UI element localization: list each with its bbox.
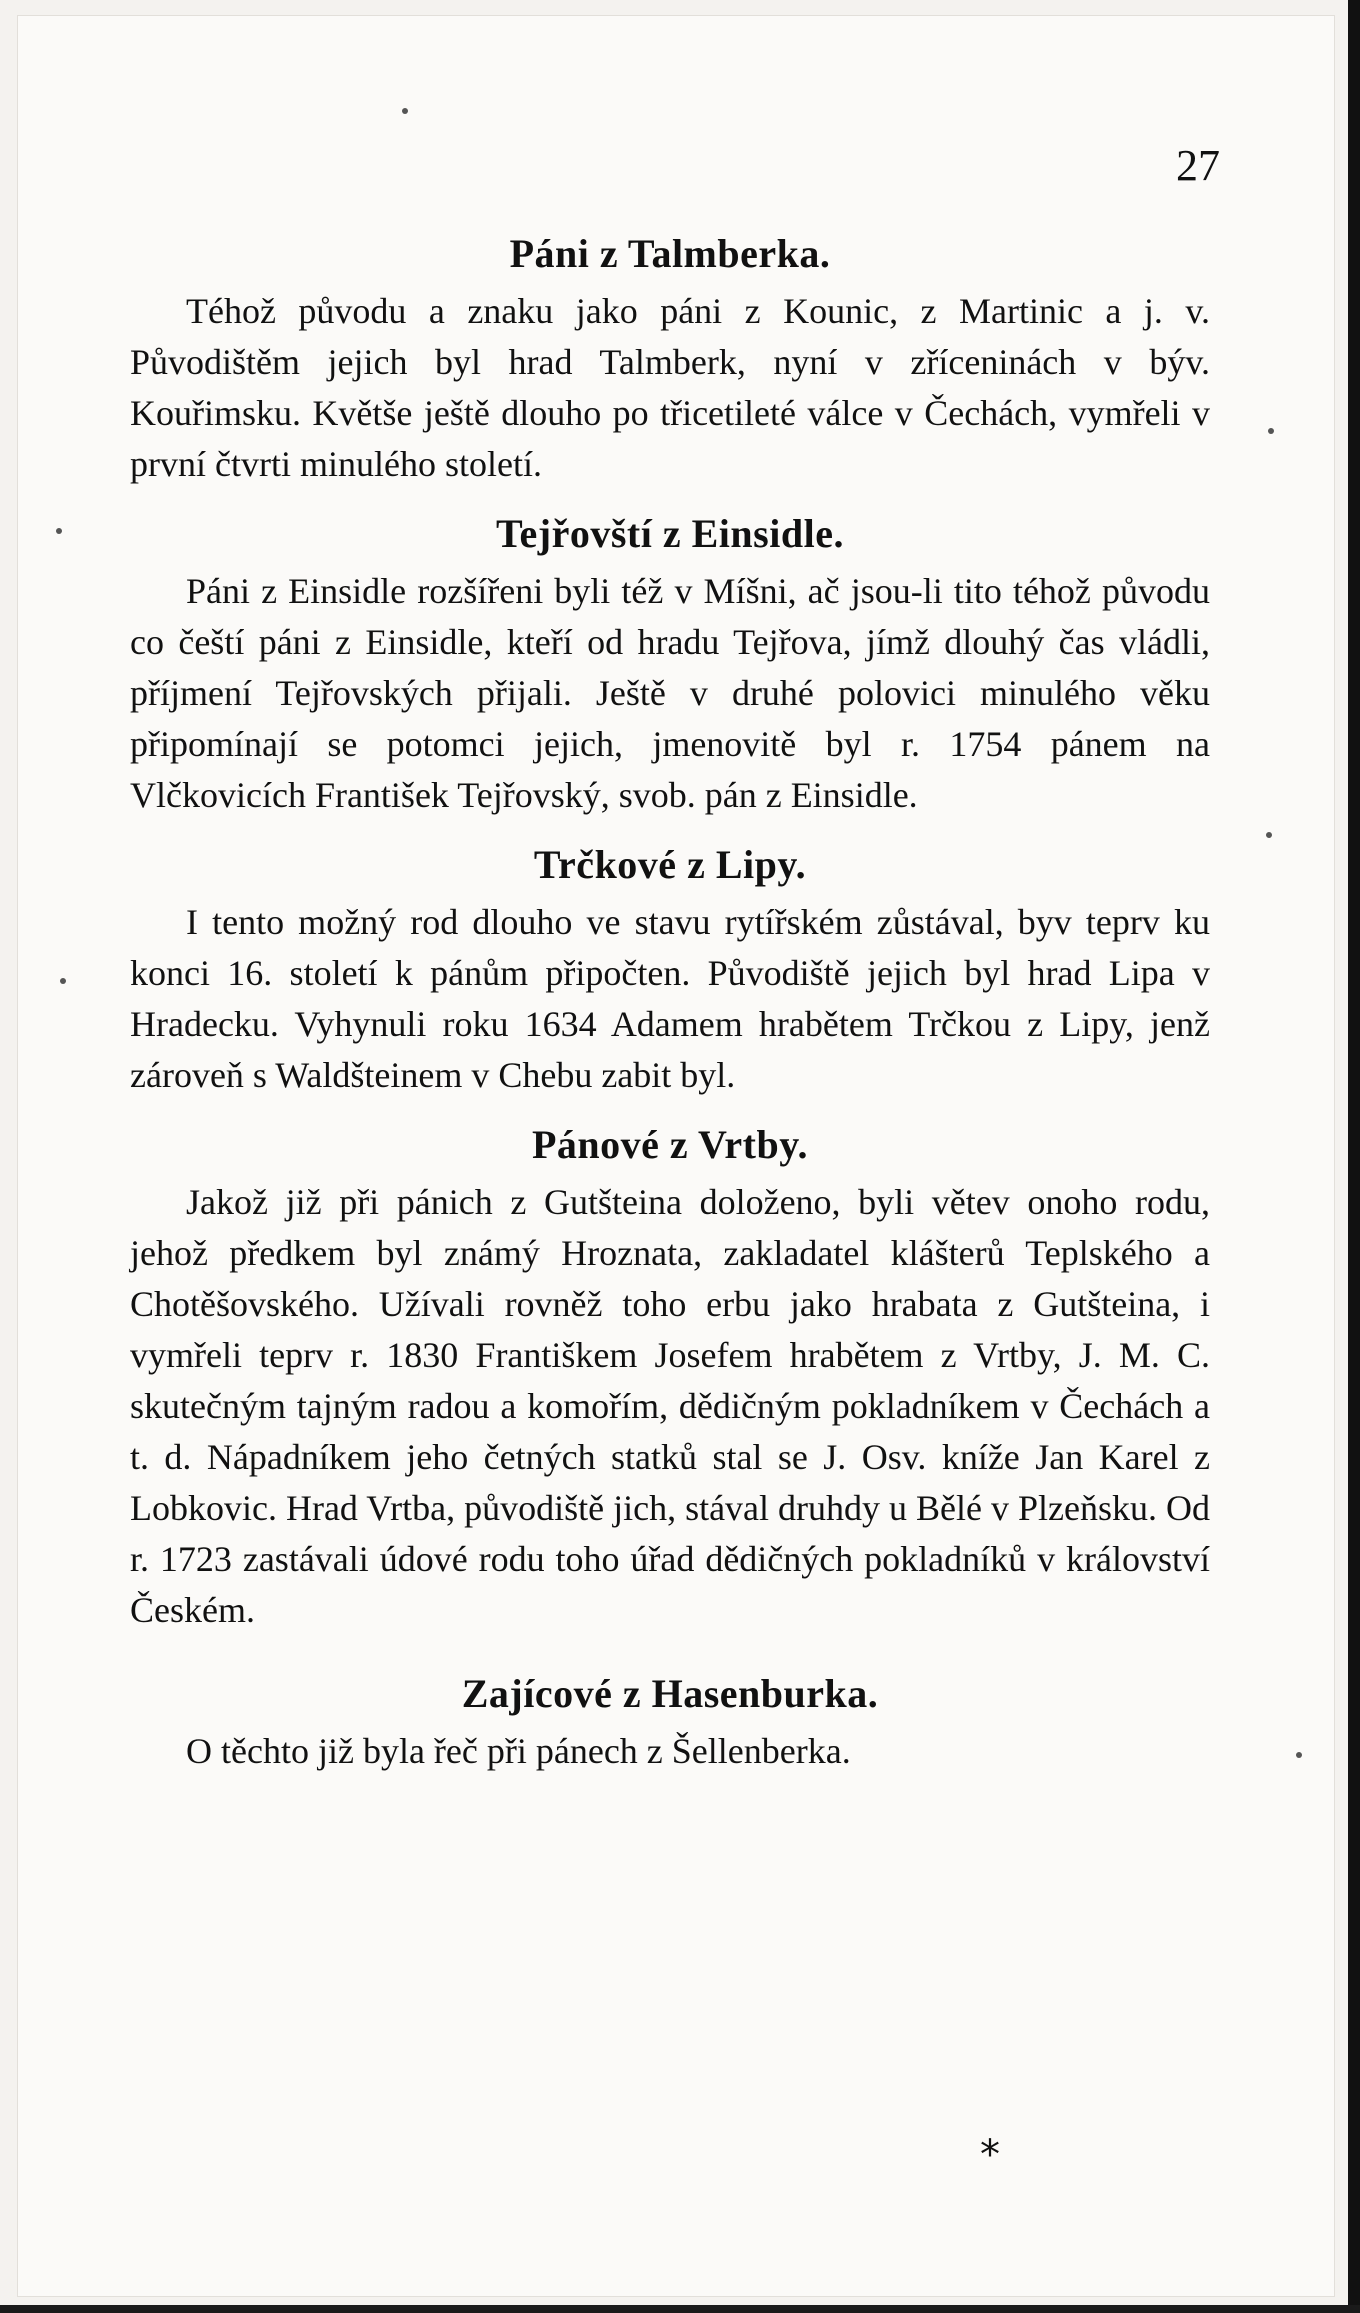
scan-speck [1296,1752,1302,1758]
section-text-hasenburk: O těchto již byla řeč při pánech z Šellenberka. [186,1731,851,1771]
scan-speck [402,108,408,114]
scan-speck [56,528,62,534]
scan-speck [1268,428,1274,434]
section-heading-einsidle: Tejřovští z Einsidle. [496,511,844,556]
scan-speck [60,978,66,984]
page-number: 27 [1176,141,1220,190]
section-text-vrtba: Jakož již při pánich z Gutšteina doloženo, byli větev onoho rodu, jehož předkem byl známý Hroznata, zakladatel klášterů Teplského a Chotěšovského. Užívali rovněž toho erbu jako hrabata z Gutšteina, i vymřeli teprv r. 1830 Františkem Josefem hrabětem z Vrtby, J. M. C. skutečným tajným radou a komořím, dědičným pokladníkem v Čechách a t. d. Nápadníkem jeho četných statků stal se J. Osv. kníže Jan Karel z Lobkovic. Hrad Vrtba, původiště jich, stával druhdy u Bělé v Plzeňsku. Od r. 1723 zastávali údové rodu toho úřad dědičných pokladníků v království Českém. [130,1182,1210,1630]
section-text-talmberk: Téhož původu a znaku jako páni z Kounic, z Martinic a j. v. Původištěm jejich byl hrad Talmberk, nyní v zříceninách v býv. Kouřimsku. Květše ještě dlouho po třicetileté válce v Čechách, vymřeli v první čtvrti minulého století. [130,291,1210,484]
section-heading-vrtba: Pánové z Vrtby. [532,1122,808,1167]
section-heading-hasenburk: Zajícové z Hasenburka. [461,1671,879,1716]
scan-edge-bottom [0,2305,1360,2313]
section-text-einsidle: Páni z Einsidle rozšířeni byli též v Míšni, ač jsou-li tito téhož původu co čeští páni z Einsidle, kteří od hradu Tejřova, jímž dlouhý čas vládli, příjmení Tejřovských přijali. Ještě v druhé polovici minulého věku připomínají se potomci jejich, jmenovitě byl r. 1754 pánem na Vlčkovicích František Tejřovský, svob. pán z Einsidle. [130,571,1210,815]
document-body [130,220,1210,1777]
section-heading-talmberk: Páni z Talmberka. [509,231,831,276]
footer-asterisk: * [980,2132,1000,2178]
section-heading-lipa: Trčkové z Lipy. [533,842,807,887]
section-text-lipa: I tento možný rod dlouho ve stavu rytířském zůstával, byv teprv ku konci 16. století k pánům připočten. Původiště jejich byl hrad Lipa v Hradecku. Vyhynuli roku 1634 Adamem hrabětem Trčkou z Lipy, jenž zároveň s Waldšteinem v Chebu zabit byl. [130,902,1210,1095]
scan-speck [1266,832,1272,838]
scan-edge-right [1348,0,1360,2313]
